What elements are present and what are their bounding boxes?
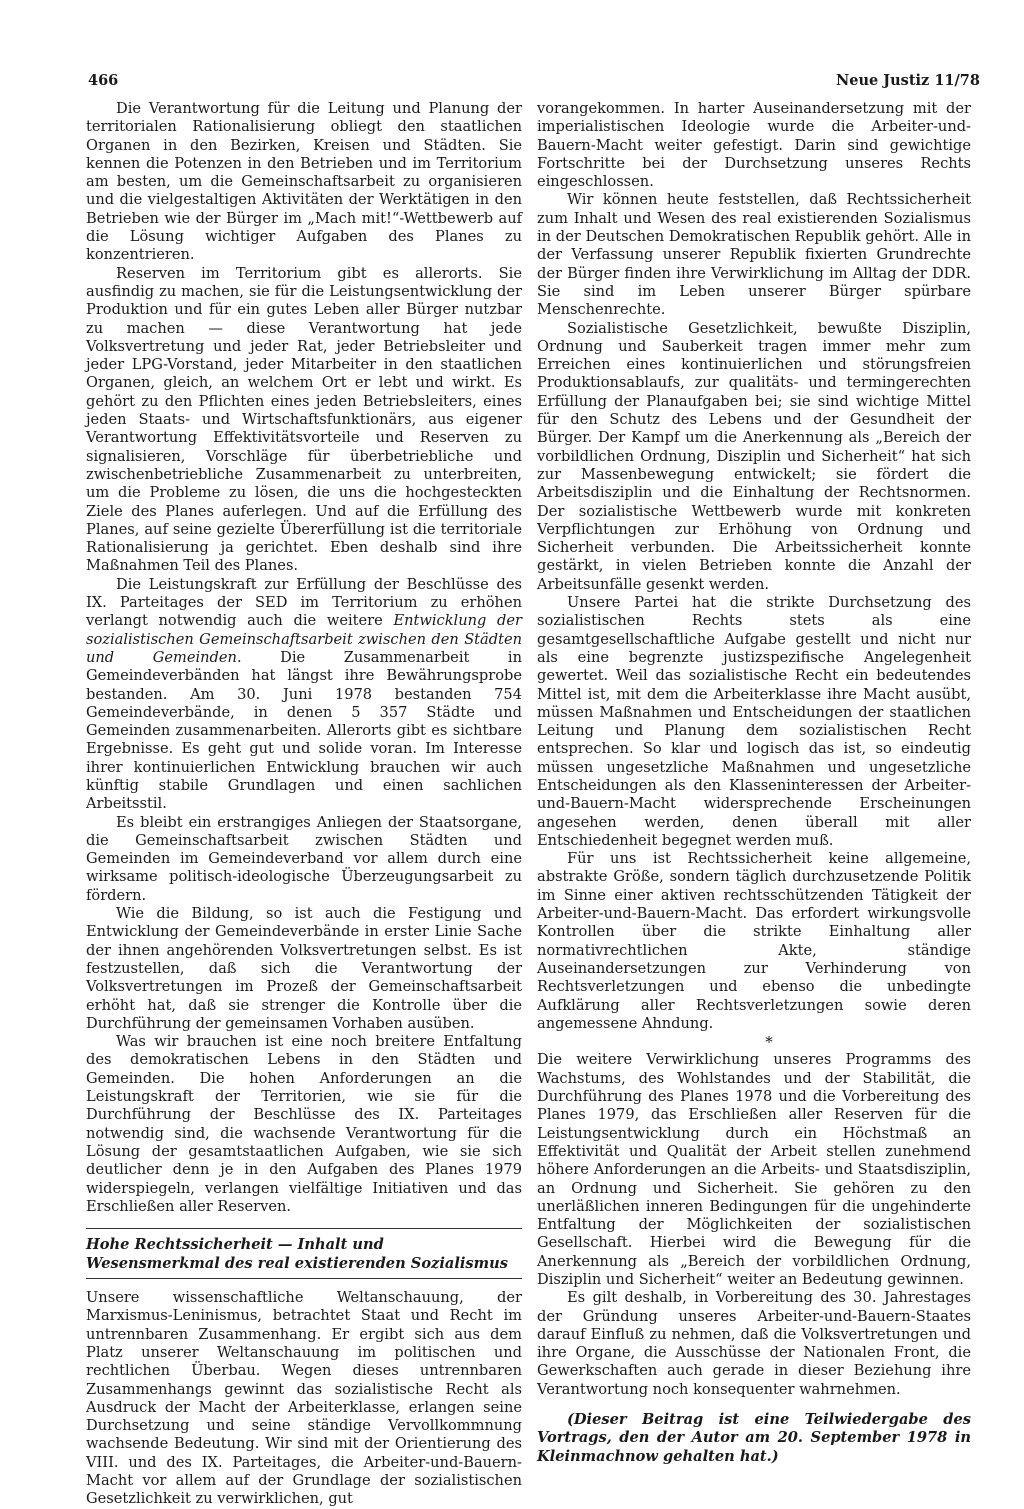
paragraph: Sozialistische Gesetzlichkeit, bewußte Disziplin, Ordnung und Sauberkeit tragen immer mehr zum Erreichen eines kontinuierlichen und störungsfreien Produktionsablaufs, zur qualitäts- und termingerechten Erfüllung der Planaufgaben bei; sie sind wichtige Mittel für den Schutz des Lebens und der Gesundheit der Bürger. Der Kampf um die Anerkennung als „Bereich der vorbildlichen Ordnung, Disziplin und Sicherheit“ hat sich zur Massenbewegung entwickelt; sie fördert die Arbeitsdisziplin und die Einhaltung der Rechtsnormen. Der sozialistische Wettbewerb wurde mit konkreten Verpflichtungen zur Erhöhung von Ordnung und Sicherheit verbunden. Die Arbeitssicherheit konnte gestärkt, in vielen Betrieben konnte die Anzahl der Arbeitsunfälle gesenkt werden. [537,319,971,593]
paragraph: Für uns ist Rechtssicherheit keine allgemeine, abstrakte Größe, sondern täglich durchzusetzende Politik im Sinne einer aktiven rechtsschützenden Tätigkeit der Arbeiter-und-Bauern-Macht. Das erfordert wirkungsvolle Kontrollen über die strikte Einhaltung aller normativrechtlichen Akte, ständige Auseinandersetzungen zur Verhinderung von Rechtsverletzungen und ebenso die unbedingte Aufklärung aller Rechtsverletzungen sowie deren angemessene Ahndung. [537,850,971,1032]
paragraph: Es gilt deshalb, in Vorbereitung des 30. Jahrestages der Gründung unseres Arbeiter-und-Bauern-Staates darauf Einfluß zu nehmen, daß die Volksvertretungen und ihre Organe, die Ausschüsse der Nationalen Front, die Gewerkschaften auch gerade in dieser Beziehung ihre Verantwortung noch konsequenter wahrnehmen. [537,1289,971,1398]
author-note: (Dieser Beitrag ist eine Teilwiedergabe des Vortrags, den der Autor am 20. September 1978 in Kleinmachnow gehalten hat.) [537,1411,971,1465]
paragraph: Was wir brauchen ist eine noch breitere Entfaltung des demokratischen Lebens in den Städten und Gemeinden. Die hohen Anforderungen an die Leistungskraft der Territorien, wie sie für die Durchführung der Beschlüsse des IX. Parteitages notwendig sind, die wachsende Verantwortung für die Lösung der gesamtstaatlichen Aufgaben, wie sie sich deutlicher denn je in den Aufgaben des Planes 1979 widerspiegeln, verlangen vielfältige Initiativen und das Erschließen aller Reserven. [86,1033,522,1215]
left-column [86,100,522,1509]
running-header [88,72,980,96]
journal-name: Neue Justiz 11/78 [835,72,980,89]
paragraph: Wie die Bildung, so ist auch die Festigung und Entwicklung der Gemeindeverbände in erster Linie Sache der ihnen angehörenden Volksvertretungen selbst. Es ist festzustellen, daß sich die Verantwortung der Volksvertretungen im Prozeß der Gemeinschaftsarbeit erhöht hat, daß sie strenger die Kontrolle über die Durchführung der gemeinsamen Vorhaben ausüben. [86,905,522,1032]
paragraph: Es bleibt ein erstrangiges Anliegen der Staatsorgane, die Gemeinschaftsarbeit zwischen Städten und Gemeinden im Gemeindeverband vor allem durch eine wirksame politisch-ideologische Überzeugungsarbeit zu fördern. [86,813,522,904]
right-column [537,100,971,1466]
paragraph-text: . Die Zusammenarbeit in Gemeindeverbänden hat längst ihre Bewährungsprobe bestanden. Am 30. Juni 1978 bestanden 754 Gemeindeverbände, in denen 5 357 Städte und Gemeinden zusammenarbeiten. Allerorts gibt es sichtbare Ergebnisse. Es geht gut und solide voran. Im Interesse ihrer kontinuierlichen Entwicklung brauchen wir auch künftig stabile Grundlagen und einen sachlichen Arbeitsstil. [86,648,522,813]
paragraph: Reserven im Territorium gibt es allerorts. Sie ausfindig zu machen, sie für die Leistungsentwicklung der Produktion und für ein gutes Leben aller Bürger nutzbar zu machen — diese Verantwortung hat jede Volksvertretung und jeder Rat, jeder Betriebsleiter und jeder LPG-Vorstand, jeder Mitarbeiter in den staatlichen Organen, gleich, an welchem Ort er lebt und wirkt. Es gehört zu den Pflichten eines jeden Betriebsleiters, eines jeden Staats- und Wirtschaftsfunktionärs, aus eigener Verantwortung Effektivitätsvorteile und Reserven zu signalisieren, Vorschläge für überbetriebliche und zwischenbetriebliche Zusammenarbeit zu unterbreiten, um die Probleme zu lösen, die uns die hochgesteckten Ziele des Planes auferlegen. Und auf die Erfüllung des Planes, auf seine gezielte Übererfüllung ist die territoriale Rationalisierung ja gerichtet. Eben deshalb sind ihre Maßnahmen Teil des Planes. [86,264,522,575]
section-heading-box [86,1228,522,1279]
paragraph: Die weitere Verwirklichung unseres Programms des Wachstums, des Wohlstandes und der Stabilität, die Durchführung des Planes 1978 und die Vorbereitung des Planes 1979, das Erschließen aller Reserven für die Leistungsentwicklung durch ein Höchstmaß an Effektivität und Qualität der Arbeit stellen zunehmend höhere Anforderungen an die Arbeits- und Staatsdisziplin, an Ordnung und Sicherheit. Sie gehören zu den unerläßlichen inneren Bedingungen für die ungehinderte Entfaltung der Möglichkeiten der sozialistischen Gesellschaft. Hierbei wird die Bewegung für die Anerkennung als „Bereich der vorbildlichen Ordnung, Disziplin und Sicherheit“ weiter an Bedeutung gewinnen. [537,1051,971,1288]
paragraph: Unsere Partei hat die strikte Durchsetzung des sozialistischen Rechts stets als eine gesamtgesellschaftliche Aufgabe gestellt und nicht nur als eine begrenzte justizspezifische Angelegenheit gewertet. Weil das sozialistische Recht ein bedeutendes Mittel ist, mit dem die Arbeiterklasse ihre Macht ausübt, müssen Maßnahmen und Entscheidungen der staatlichen Leitung und Planung dem sozialistischen Recht entsprechen. So klar und logisch das ist, so eindeutig müssen ungesetzliche Maßnahmen und ungesetzliche Entscheidungen als den Klasseninteressen der Arbeiter-und-Bauern-Macht widersprechende Erscheinungen angesehen werden, denen überall mit aller Entschiedenheit begegnet werden muß. [537,594,971,849]
section-heading: Hohe Rechtssicherheit — Inhalt und Wesensmerkmal des real existierenden Sozialismus [86,1236,508,1273]
paragraph: Die Verantwortung für die Leitung und Planung der territorialen Rationalisierung obliegt den staatlichen Organen in den Bezirken, Kreisen und Städten. Sie kennen die Potenzen in den Betrieben und im Territorium am besten, um die Gemeinschaftsarbeit zu organisieren und die vielgestaltigen Aktivitäten der Werktätigen in den Betrieben wie der Bürger im „Mach mit!“-Wettbewerb auf die Lösung wichtiger Aufgaben des Planes zu konzentrieren. [86,100,522,264]
paragraph: Unsere wissenschaftliche Weltanschauung, der Marxismus-Leninismus, betrachtet Staat und Recht im untrennbaren Zusammenhang. Er ergibt sich aus dem Platz unserer Weltanschauung im politischen und rechtlichen Überbau. Wegen dieses untrennbaren Zusammenhangs gewinnt das sozialistische Recht als Ausdruck der Macht der Arbeiterklasse, erlangen seine Durchsetzung und seine ständige Vervollkommnung wachsende Bedeutung. Wir sind mit der Orientierung des VIII. und des IX. Parteitages, die Arbeiter-und-Bauern-Macht vor allem auf der Grundlage der sozialistischen Gesetzlichkeit zu verwirklichen, gut [86,1289,522,1508]
page-number: 466 [88,72,119,89]
paragraph: Wir können heute feststellen, daß Rechtssicherheit zum Inhalt und Wesen des real existierenden Sozialismus in der Deutschen Demokratischen Republik gehört. Alle in der Verfassung unserer Republik fixierten Grundrechte der Bürger finden ihre Verwirklichung im Alltag der DDR. Sie sind im Leben unserer Bürger spürbare Menschenrechte. [537,191,971,319]
paragraph [86,576,522,814]
paragraph: vorangekommen. In harter Auseinandersetzung mit der imperialistischen Ideologie wurde die Arbeiter-und-Bauern-Macht weiter gefestigt. Darin sind gewichtige Fortschritte bei der Durchsetzung unseres Rechts eingeschlossen. [537,100,971,191]
paragraph-text: Die Leistungskraft zur Erfüllung der Beschlüsse des IX. Parteitages der SED im Territorium zu erhöhen verlangt notwendig auch die weitere [86,575,522,630]
emphasized-text: Entwicklung der sozialistischen Gemeinschaftsarbeit zwischen den Städten und Gemeinden [86,612,522,666]
section-separator: * [765,1033,773,1052]
